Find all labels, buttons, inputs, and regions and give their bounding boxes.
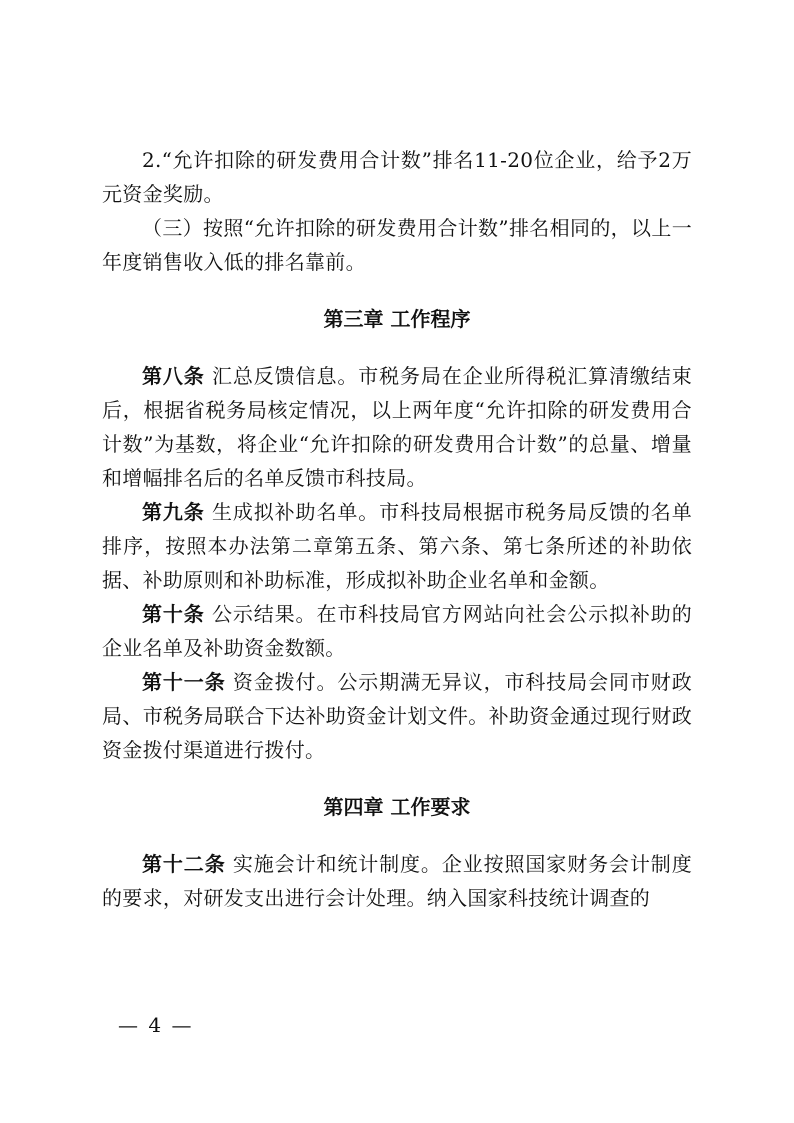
chapter-title: 第三章 工作程序 xyxy=(323,307,471,331)
article-label: 第十二条 xyxy=(142,852,226,876)
paragraph: 2.“允许扣除的研发费用合计数”排名11-20位企业，给予2万元资金奖励。 xyxy=(102,148,692,206)
chapter-title: 第四章 工作要求 xyxy=(323,795,471,819)
article-label: 第八条 xyxy=(142,364,205,388)
article-label: 第十一条 xyxy=(142,670,226,694)
paragraph: （三）按照“允许扣除的研发费用合计数”排名相同的，以上一年度销售收入低的排名靠前。 xyxy=(102,216,692,274)
article-paragraph xyxy=(102,359,692,495)
page-number: — 4 — xyxy=(118,1013,194,1037)
article-paragraph xyxy=(102,665,692,767)
article-label: 第十条 xyxy=(142,602,205,626)
article-text: 公示结果。在市科技局官方网站向社会公示拟补助的企业名单及补助资金数额。 xyxy=(102,602,692,660)
article-text: 生成拟补助名单。市科技局根据市税务局反馈的名单排序，按照本办法第二章第五条、第六条、第七条所述的补助依据、补助原则和补助标准，形成拟补助企业名单和金额。 xyxy=(102,500,692,592)
article-text: 实施会计和统计制度。企业按照国家财务会计制度的要求，对研发支出进行会计处理。纳入国家科技统计调查的 xyxy=(102,852,692,910)
article-paragraph xyxy=(102,597,692,665)
article-text: 汇总反馈信息。市税务局在企业所得税汇算清缴结束后，根据省税务局核定情况，以上两年度“允许扣除的研发费用合计数”为基数，将企业“允许扣除的研发费用合计数”的总量、增量和增幅排名后的名单反馈市科技局。 xyxy=(102,364,692,490)
article-paragraph xyxy=(102,495,692,597)
article-paragraph xyxy=(102,847,692,915)
article-text: 资金拨付。公示期满无异议，市科技局会同市财政局、市税务局联合下达补助资金计划文件。补助资金通过现行财政资金拨付渠道进行拨付。 xyxy=(102,670,692,762)
article-label: 第九条 xyxy=(142,500,205,524)
document-page xyxy=(102,143,692,915)
